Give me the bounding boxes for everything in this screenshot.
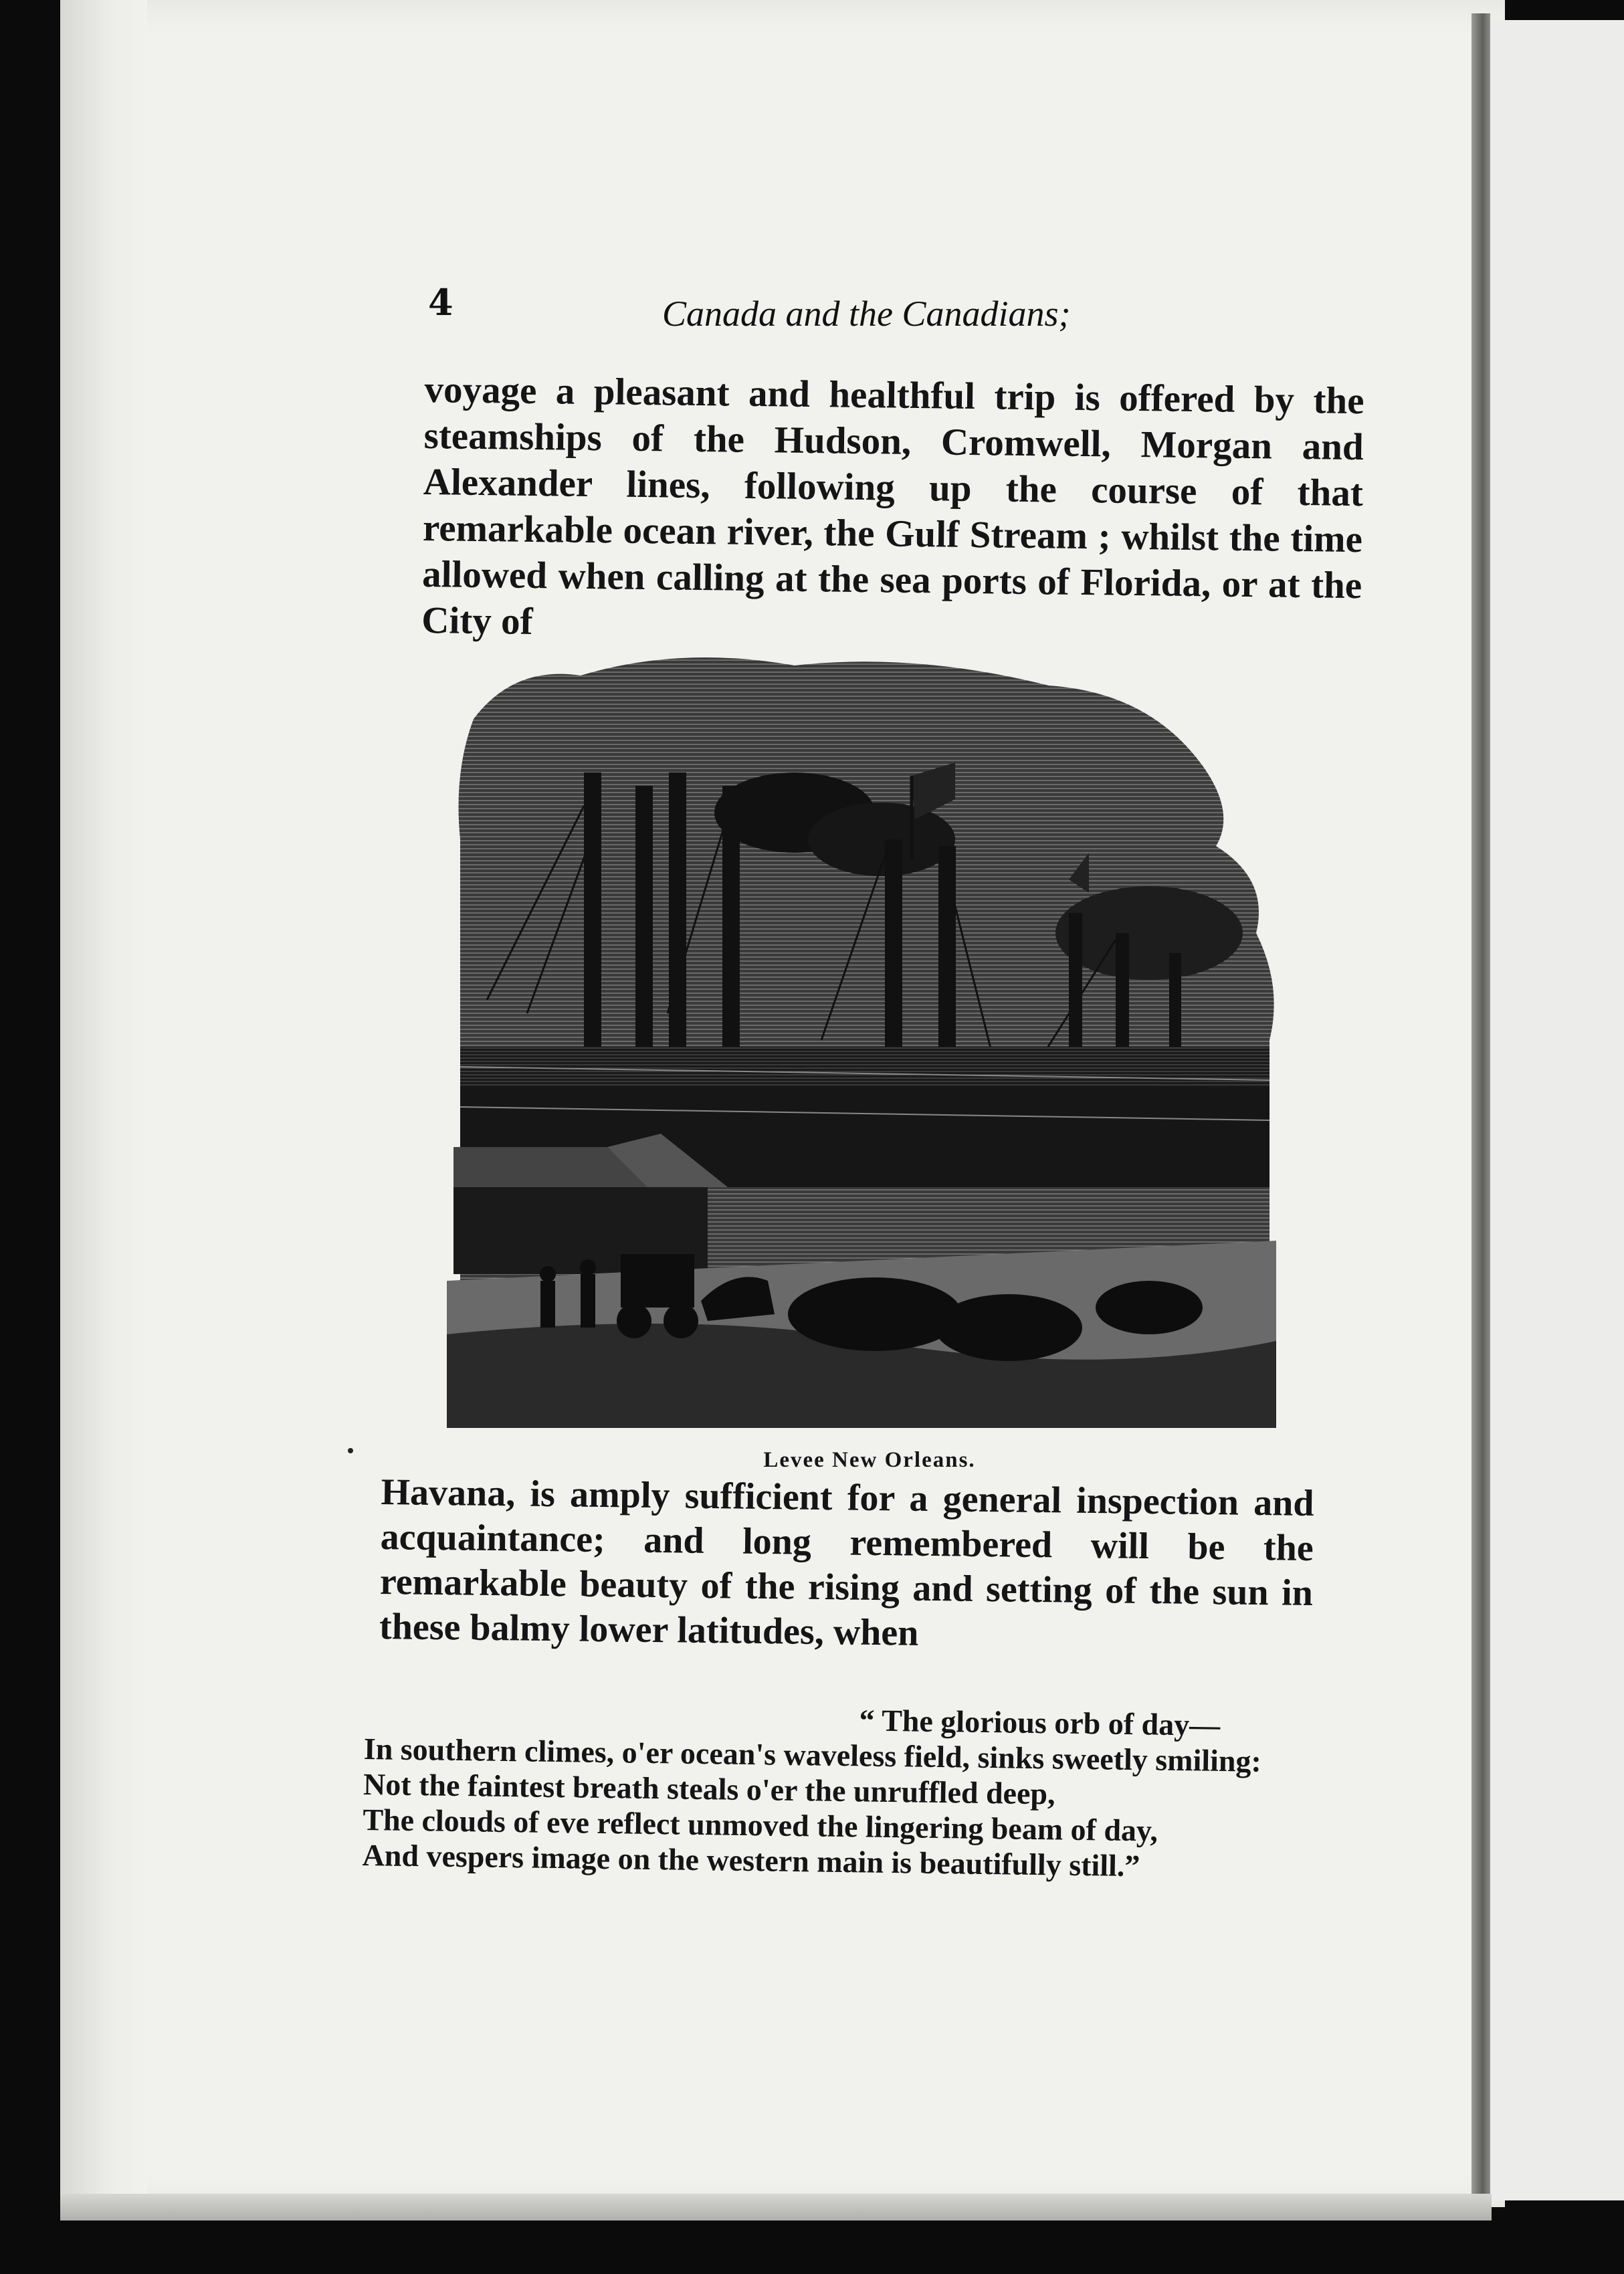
ink-speck xyxy=(348,1448,353,1453)
levee-engraving xyxy=(447,639,1280,1441)
poem-quotation xyxy=(362,1695,1334,1886)
page-fold-edge xyxy=(1471,13,1490,2214)
poem-line: “ The glorious orb of day— xyxy=(859,1703,1221,1742)
page-bottom-edge xyxy=(60,2194,1492,2220)
steamboat-engraving-image xyxy=(447,639,1280,1441)
poem-line: In southern climes, o'er ocean's waveless field, sinks sweetly smiling: xyxy=(363,1731,1262,1778)
illustration-caption: Levee New Orleans. xyxy=(763,1448,976,1472)
paragraph-bottom: Havana, is amply sufficient for a general inspection and acquaintance; and long remembered will be the remarkable beauty of the rising and setting of the sun in these balmy lower latitudes, when xyxy=(379,1471,1314,1654)
paragraph-top: voyage a pleasant and healthful trip is offered by the steamships of the Hudson, Cromwell, Morgan and Alexander lines, following up the course of that remarkable ocean river, the Gulf Stream ; whilst the time allowed when calling at the sea ports of Florida, or at the City of xyxy=(421,368,1364,643)
facing-page-edge xyxy=(1490,20,1624,2200)
poem-line: Not the faintest breath steals o'er the unruffled deep, xyxy=(363,1766,1055,1811)
poem-line: The clouds of eve reflect unmoved the lingering beam of day, xyxy=(363,1802,1158,1848)
page-number: 4 xyxy=(428,281,453,324)
running-title: Canada and the Canadians; xyxy=(662,294,1071,334)
page-header xyxy=(428,281,1364,334)
page-shadow-left xyxy=(60,0,147,2200)
poem-line: And vespers image on the western main is beautifully still.” xyxy=(362,1837,1140,1883)
